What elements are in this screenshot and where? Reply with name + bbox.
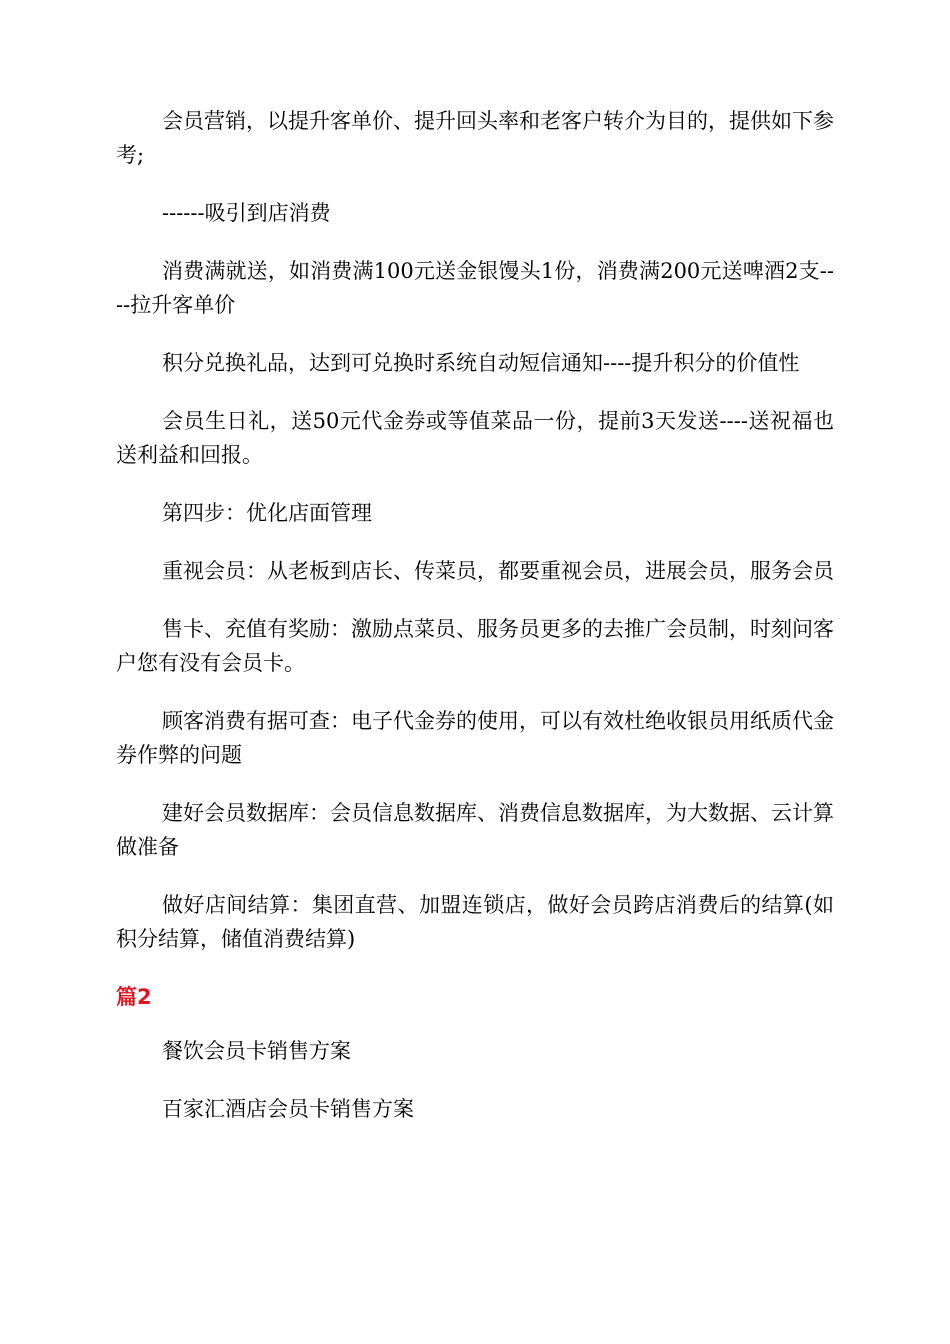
paragraph-birthday-gift: 会员生日礼，送50元代金券或等值菜品一份，提前3天发送----送祝福也送利益和回报。 — [116, 409, 834, 467]
section-heading: 篇2 — [116, 985, 152, 1009]
paragraph-traceable-spending: 顾客消费有据可查：电子代金券的使用，可以有效杜绝收银员用纸质代金券作弊的问题 — [116, 709, 834, 767]
document-body — [116, 104, 834, 1150]
paragraph-store-settlement: 做好店间结算：集团直营、加盟连锁店，做好会员跨店消费后的结算(如积分结算，储值消费结算) — [116, 893, 834, 951]
paragraph-points-exchange: 积分兑换礼品，达到可兑换时系统自动短信通知----提升积分的价值性 — [162, 351, 800, 375]
paragraph-value-members: 重视会员：从老板到店长、传菜员，都要重视会员，进展会员，服务会员 — [162, 559, 834, 583]
paragraph-intro: 会员营销，以提升客单价、提升回头率和老客户转介为目的，提供如下参考; — [116, 109, 834, 167]
paragraph-section-title-2: 百家汇酒店会员卡销售方案 — [162, 1097, 414, 1121]
paragraph-step-four: 第四步：优化店面管理 — [162, 501, 372, 525]
paragraph-member-database: 建好会员数据库：会员信息数据库、消费信息数据库，为大数据、云计算做准备 — [116, 801, 834, 859]
paragraph-card-rewards: 售卡、充值有奖励：激励点菜员、服务员更多的去推广会员制，时刻问客户您有没有会员卡。 — [116, 617, 834, 675]
paragraph-attract-to-store: ------吸引到店消费 — [162, 201, 331, 225]
paragraph-section-title-1: 餐饮会员卡销售方案 — [162, 1039, 351, 1063]
paragraph-spend-gift: 消费满就送，如消费满100元送金银馒头1份，消费满200元送啤酒2支----拉升客单价 — [116, 259, 834, 317]
